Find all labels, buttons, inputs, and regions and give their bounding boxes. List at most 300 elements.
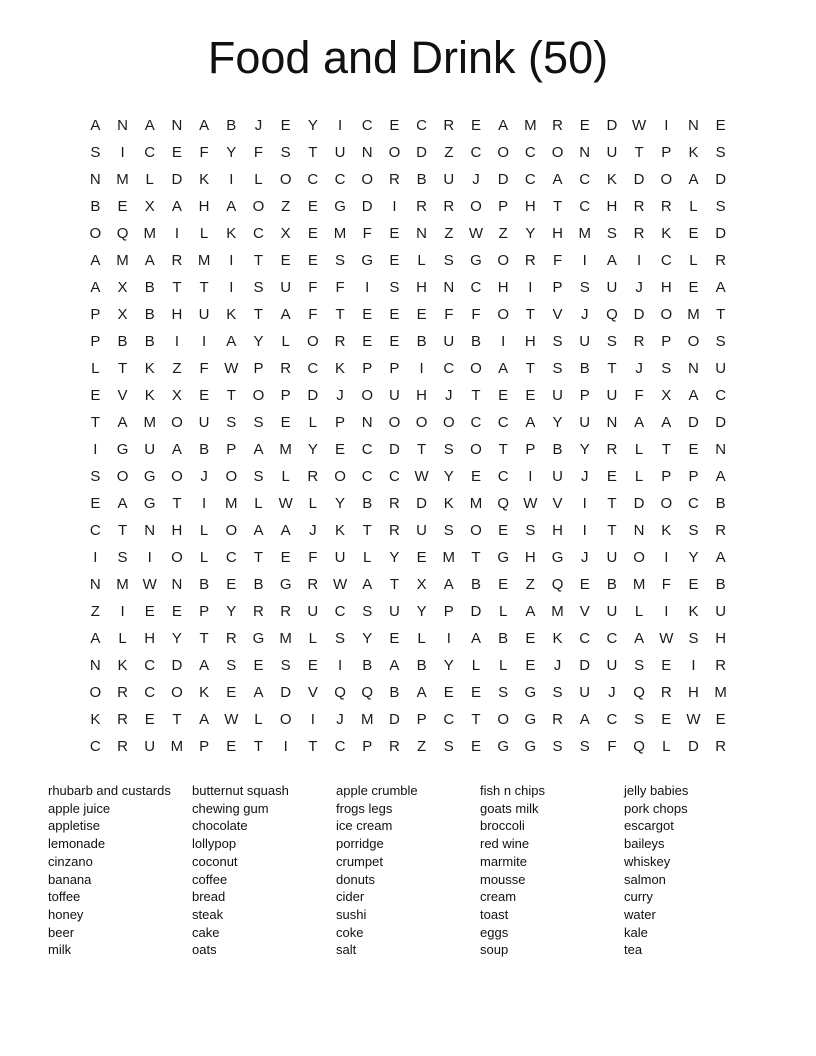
grid-letter: C	[470, 279, 482, 296]
grid-letter: D	[633, 306, 645, 323]
grid-letter: H	[552, 522, 563, 539]
grid-letter: S	[579, 279, 590, 296]
grid-letter: S	[443, 738, 454, 755]
grid-letter: I	[392, 198, 397, 215]
word-list-column	[48, 782, 192, 959]
grid-letter: L	[662, 738, 671, 755]
grid-letter: A	[552, 171, 563, 188]
grid-letter: S	[688, 630, 699, 647]
grid-letter: G	[279, 576, 292, 593]
grid-letter: J	[580, 468, 589, 485]
grid-letter: A	[171, 441, 182, 458]
grid-letter: T	[661, 441, 671, 458]
grid-letter: G	[497, 738, 509, 755]
grid-letter: C	[497, 468, 509, 485]
grid-letter: G	[551, 549, 564, 566]
grid-letter: S	[253, 414, 264, 431]
grid-letter: T	[90, 414, 100, 431]
grid-letter: W	[632, 117, 647, 134]
grid-letter: G	[143, 468, 156, 485]
grid-letter: C	[144, 657, 156, 674]
grid-letter: L	[417, 630, 426, 647]
grid-letter: A	[253, 441, 264, 458]
grid-letter: K	[144, 360, 155, 377]
grid-letter: O	[442, 414, 455, 431]
grid-letter: K	[443, 495, 454, 512]
grid-letter: R	[280, 360, 292, 377]
grid-letter: B	[144, 333, 155, 350]
grid-letter: L	[118, 630, 127, 647]
grid-letter: H	[171, 522, 183, 539]
grid-letter: A	[90, 630, 101, 647]
grid-letter: R	[715, 522, 727, 539]
grid-letter: E	[226, 684, 237, 701]
grid-letter: A	[715, 549, 726, 566]
grid-letter: E	[171, 603, 182, 620]
grid-letter: G	[361, 252, 374, 269]
grid-letter: S	[661, 360, 672, 377]
grid-letter: E	[226, 738, 237, 755]
grid-letter: I	[229, 171, 234, 188]
grid-letter: U	[606, 279, 618, 296]
word-list-column	[336, 782, 480, 959]
grid-letter: A	[199, 117, 210, 134]
grid-letter: D	[606, 117, 618, 134]
grid-letter: C	[334, 738, 346, 755]
grid-letter: T	[226, 387, 236, 404]
grid-letter: S	[335, 252, 346, 269]
grid-letter: L	[498, 657, 508, 674]
grid-letter: B	[389, 684, 400, 701]
grid-letter: C	[416, 117, 428, 134]
grid-letter: H	[416, 387, 428, 404]
grid-letter: X	[117, 306, 128, 323]
grid-letter: U	[443, 333, 455, 350]
grid-letter: C	[334, 171, 346, 188]
grid-letter: I	[229, 252, 234, 269]
grid-letter: A	[144, 252, 155, 269]
grid-letter: F	[471, 306, 481, 323]
grid-letter: T	[607, 495, 617, 512]
grid-letter: E	[715, 117, 726, 134]
grid-letter: I	[202, 333, 207, 350]
grid-letter: A	[117, 414, 128, 431]
grid-letter: F	[199, 360, 209, 377]
word-item: apple juice	[48, 800, 111, 816]
word-item: coffee	[192, 871, 228, 887]
grid-letter: A	[171, 198, 182, 215]
grid-letter: D	[388, 441, 400, 458]
grid-letter: H	[497, 279, 509, 296]
grid-letter: I	[120, 603, 125, 620]
grid-letter: H	[416, 279, 428, 296]
grid-letter: T	[471, 549, 481, 566]
grid-letter: D	[715, 414, 727, 431]
grid-letter: K	[661, 522, 672, 539]
grid-letter: S	[579, 738, 590, 755]
grid-letter: B	[498, 630, 509, 647]
grid-letter: L	[199, 225, 209, 242]
grid-letter: X	[117, 279, 128, 296]
grid-letter: O	[497, 306, 509, 323]
grid-letter: A	[579, 711, 590, 728]
grid-letter: J	[635, 360, 643, 377]
grid-letter: S	[362, 603, 373, 620]
grid-letter: J	[635, 279, 643, 296]
grid-letter: A	[498, 360, 509, 377]
grid-letter: Z	[444, 144, 454, 161]
grid-letter: O	[225, 522, 238, 539]
grid-letter: A	[253, 522, 264, 539]
grid-letter: B	[416, 333, 427, 350]
grid-letter: Y	[253, 333, 264, 350]
grid-letter: N	[715, 441, 727, 458]
grid-letter: K	[688, 603, 699, 620]
grid-letter: M	[469, 495, 483, 512]
grid-letter: R	[388, 522, 400, 539]
grid-letter: A	[90, 117, 101, 134]
grid-letter: B	[579, 360, 590, 377]
grid-letter: O	[171, 549, 183, 566]
grid-letter: A	[144, 117, 155, 134]
grid-letter: O	[171, 684, 183, 701]
grid-letter: L	[634, 603, 644, 620]
grid-letter: P	[443, 603, 454, 620]
grid-letter: H	[606, 198, 618, 215]
grid-letter: A	[443, 576, 454, 593]
grid-letter: K	[226, 306, 237, 323]
grid-letter: W	[686, 711, 701, 728]
grid-letter: O	[334, 468, 346, 485]
grid-letter: P	[226, 441, 237, 458]
word-item: curry	[624, 889, 653, 905]
grid-letter: C	[307, 171, 319, 188]
grid-letter: C	[660, 252, 672, 269]
grid-letter: P	[661, 468, 672, 485]
word-list-column	[480, 782, 624, 959]
grid-letter: O	[361, 171, 374, 188]
grid-letter: T	[172, 711, 182, 728]
grid-letter: O	[89, 684, 102, 701]
grid-letter: U	[388, 387, 400, 404]
grid-letter: K	[199, 171, 210, 188]
grid-letter: Z	[498, 225, 508, 242]
grid-letter: M	[442, 549, 456, 566]
grid-letter: G	[334, 198, 346, 215]
grid-letter: L	[308, 630, 318, 647]
grid-letter: C	[524, 144, 536, 161]
grid-letter: I	[337, 117, 343, 134]
grid-letter: O	[388, 414, 401, 431]
grid-letter: Z	[417, 738, 427, 755]
grid-letter: J	[309, 522, 317, 539]
grid-letter: S	[280, 657, 291, 674]
grid-letter: P	[552, 279, 563, 296]
grid-letter: A	[688, 171, 699, 188]
word-item: cider	[336, 889, 365, 905]
grid-letter: K	[661, 225, 672, 242]
grid-letter: U	[334, 549, 346, 566]
grid-letter: Y	[335, 495, 346, 512]
grid-letter: R	[524, 252, 536, 269]
grid-letter: R	[660, 684, 672, 701]
grid-letter: I	[528, 279, 533, 296]
grid-letter: L	[471, 657, 481, 674]
grid-letter: U	[606, 387, 618, 404]
grid-letter: U	[579, 684, 591, 701]
grid-letter: E	[171, 144, 182, 161]
word-item: mousse	[480, 871, 526, 887]
grid-letter: W	[278, 495, 293, 512]
grid-letter: S	[715, 198, 726, 215]
grid-letter: D	[497, 171, 509, 188]
grid-letter: K	[688, 144, 699, 161]
grid-letter: P	[362, 360, 373, 377]
grid-letter: U	[307, 603, 319, 620]
word-list-column	[624, 782, 768, 959]
grid-letter: Y	[552, 414, 563, 431]
grid-letter: D	[280, 684, 292, 701]
grid-letter: O	[252, 198, 265, 215]
grid-letter: T	[253, 549, 264, 566]
grid-letter: O	[279, 171, 292, 188]
grid-letter: S	[443, 441, 454, 458]
grid-letter: T	[362, 522, 372, 539]
grid-letter: S	[253, 468, 264, 485]
grid-letter: N	[361, 144, 373, 161]
grid-letter: R	[225, 630, 237, 647]
grid-letter: I	[582, 495, 587, 512]
grid-letter: Y	[226, 144, 237, 161]
grid-letter: P	[362, 738, 373, 755]
word-item: sushi	[336, 906, 367, 922]
grid-letter: S	[552, 360, 563, 377]
grid-letter: I	[637, 252, 642, 269]
grid-letter: T	[172, 495, 182, 512]
word-item: donuts	[336, 871, 376, 887]
grid-letter: B	[199, 441, 210, 458]
grid-letter: R	[660, 198, 672, 215]
grid-letter: O	[551, 144, 564, 161]
grid-letter: D	[171, 171, 183, 188]
grid-letter: M	[333, 225, 347, 242]
grid-letter: M	[225, 495, 238, 512]
grid-letter: O	[497, 252, 509, 269]
grid-letter: M	[116, 576, 129, 593]
grid-letter: I	[419, 360, 424, 377]
grid-letter: U	[198, 306, 210, 323]
grid-letter: C	[715, 387, 727, 404]
grid-letter: F	[335, 279, 345, 296]
grid-letter: W	[468, 225, 484, 242]
word-item: salt	[336, 942, 357, 958]
grid-letter: K	[335, 360, 346, 377]
grid-letter: P	[498, 198, 509, 215]
grid-letter: X	[171, 387, 182, 404]
grid-letter: R	[307, 576, 319, 593]
grid-letter: Z	[525, 576, 535, 593]
grid-letter: B	[715, 495, 726, 512]
grid-letter: O	[307, 333, 319, 350]
grid-letter: E	[470, 684, 481, 701]
grid-letter: A	[117, 495, 128, 512]
grid-letter: Q	[116, 225, 129, 242]
grid-letter: I	[501, 333, 506, 350]
grid-letter: A	[389, 657, 400, 674]
grid-letter: L	[308, 495, 318, 512]
grid-letter: O	[687, 333, 700, 350]
grid-letter: N	[361, 414, 373, 431]
grid-letter: A	[525, 603, 536, 620]
grid-letter: B	[416, 657, 427, 674]
grid-letter: S	[443, 252, 454, 269]
grid-letter: F	[444, 306, 454, 323]
grid-letter: B	[416, 171, 427, 188]
grid-letter: P	[661, 333, 672, 350]
grid-letter: B	[117, 333, 128, 350]
grid-letter: N	[688, 360, 699, 377]
grid-letter: J	[336, 387, 344, 404]
word-item: porridge	[336, 836, 384, 852]
word-item: soup	[480, 942, 509, 958]
grid-letter: I	[202, 495, 207, 512]
word-item: milk	[48, 942, 72, 958]
grid-letter: A	[280, 306, 291, 323]
grid-letter: P	[688, 468, 699, 485]
grid-letter: M	[116, 171, 129, 188]
grid-letter: E	[688, 441, 699, 458]
grid-letter: J	[445, 387, 453, 404]
grid-letter: L	[689, 198, 698, 215]
grid-letter: S	[90, 468, 101, 485]
word-item: water	[624, 906, 656, 922]
grid-letter: H	[715, 630, 727, 647]
grid-letter: P	[280, 387, 291, 404]
grid-letter: D	[361, 198, 373, 215]
grid-letter: T	[552, 198, 563, 215]
grid-letter: M	[632, 576, 646, 593]
grid-letter: N	[89, 576, 101, 593]
grid-letter: D	[579, 657, 591, 674]
grid-letter: Q	[633, 684, 645, 701]
grid-letter: A	[606, 252, 617, 269]
grid-letter: C	[144, 684, 156, 701]
word-item: marmite	[480, 853, 527, 869]
grid-letter: V	[552, 306, 563, 323]
grid-letter: I	[582, 522, 587, 539]
grid-letter: L	[417, 252, 426, 269]
grid-letter: U	[606, 657, 618, 674]
word-item: red wine	[480, 836, 530, 852]
grid-letter: L	[308, 414, 318, 431]
grid-letter: T	[417, 441, 427, 458]
grid-letter: L	[281, 333, 290, 350]
grid-letter: O	[470, 360, 482, 377]
grid-letter: T	[117, 360, 128, 377]
grid-letter: O	[225, 468, 238, 485]
grid-letter: L	[363, 549, 372, 566]
grid-letter: I	[174, 333, 179, 350]
grid-letter: T	[607, 360, 617, 377]
grid-letter: O	[470, 198, 482, 215]
grid-letter: T	[117, 522, 128, 539]
grid-letter: U	[579, 333, 591, 350]
grid-letter: H	[171, 306, 183, 323]
grid-letter: H	[198, 198, 210, 215]
word-item: escargot	[624, 818, 674, 834]
grid-letter: R	[606, 441, 618, 458]
grid-letter: G	[143, 495, 156, 512]
grid-letter: E	[579, 117, 590, 134]
grid-letter: I	[147, 549, 152, 566]
grid-letter: O	[279, 711, 292, 728]
grid-letter: E	[389, 306, 400, 323]
grid-letter: F	[308, 549, 318, 566]
grid-letter: U	[198, 414, 210, 431]
grid-letter: I	[365, 279, 370, 296]
grid-letter: A	[715, 468, 726, 485]
grid-letter: C	[361, 441, 373, 458]
grid-letter: R	[334, 333, 346, 350]
grid-letter: B	[144, 279, 155, 296]
grid-letter: W	[659, 630, 674, 647]
grid-letter: B	[362, 495, 373, 512]
grid-letter: A	[199, 711, 210, 728]
grid-letter: W	[523, 495, 538, 512]
grid-letter: H	[144, 630, 156, 647]
grid-letter: B	[606, 576, 617, 593]
word-item: toffee	[48, 889, 81, 905]
grid-letter: C	[470, 144, 482, 161]
grid-letter: D	[633, 495, 645, 512]
grid-letter: F	[199, 144, 209, 161]
grid-letter: Y	[525, 225, 536, 242]
grid-letter: E	[144, 603, 155, 620]
grid-letter: S	[552, 333, 563, 350]
grid-letter: F	[661, 576, 671, 593]
grid-letter: W	[142, 576, 157, 593]
grid-letter: H	[524, 549, 536, 566]
grid-letter: M	[197, 252, 211, 269]
grid-letter: W	[224, 711, 239, 728]
word-search-grid	[82, 112, 735, 760]
grid-letter: R	[633, 333, 645, 350]
word-item: coconut	[192, 853, 238, 869]
grid-letter: A	[226, 198, 237, 215]
grid-letter: I	[446, 630, 451, 647]
grid-letter: U	[552, 468, 563, 485]
grid-letter: P	[389, 360, 400, 377]
grid-letter: E	[715, 711, 726, 728]
grid-letter: S	[715, 144, 726, 161]
grid-letter: N	[633, 522, 645, 539]
grid-letter: E	[525, 630, 536, 647]
word-item: whiskey	[624, 853, 671, 869]
grid-letter: G	[524, 711, 537, 728]
grid-letter: P	[253, 360, 264, 377]
grid-letter: S	[606, 225, 617, 242]
grid-letter: L	[91, 360, 100, 377]
word-item: cream	[480, 889, 517, 905]
grid-letter: F	[607, 738, 617, 755]
grid-letter: B	[362, 657, 373, 674]
grid-letter: U	[715, 603, 727, 620]
word-item: crumpet	[336, 853, 383, 869]
grid-letter: D	[688, 738, 699, 755]
grid-letter: I	[664, 603, 669, 620]
grid-letter: I	[691, 657, 696, 674]
grid-letter: V	[579, 603, 590, 620]
